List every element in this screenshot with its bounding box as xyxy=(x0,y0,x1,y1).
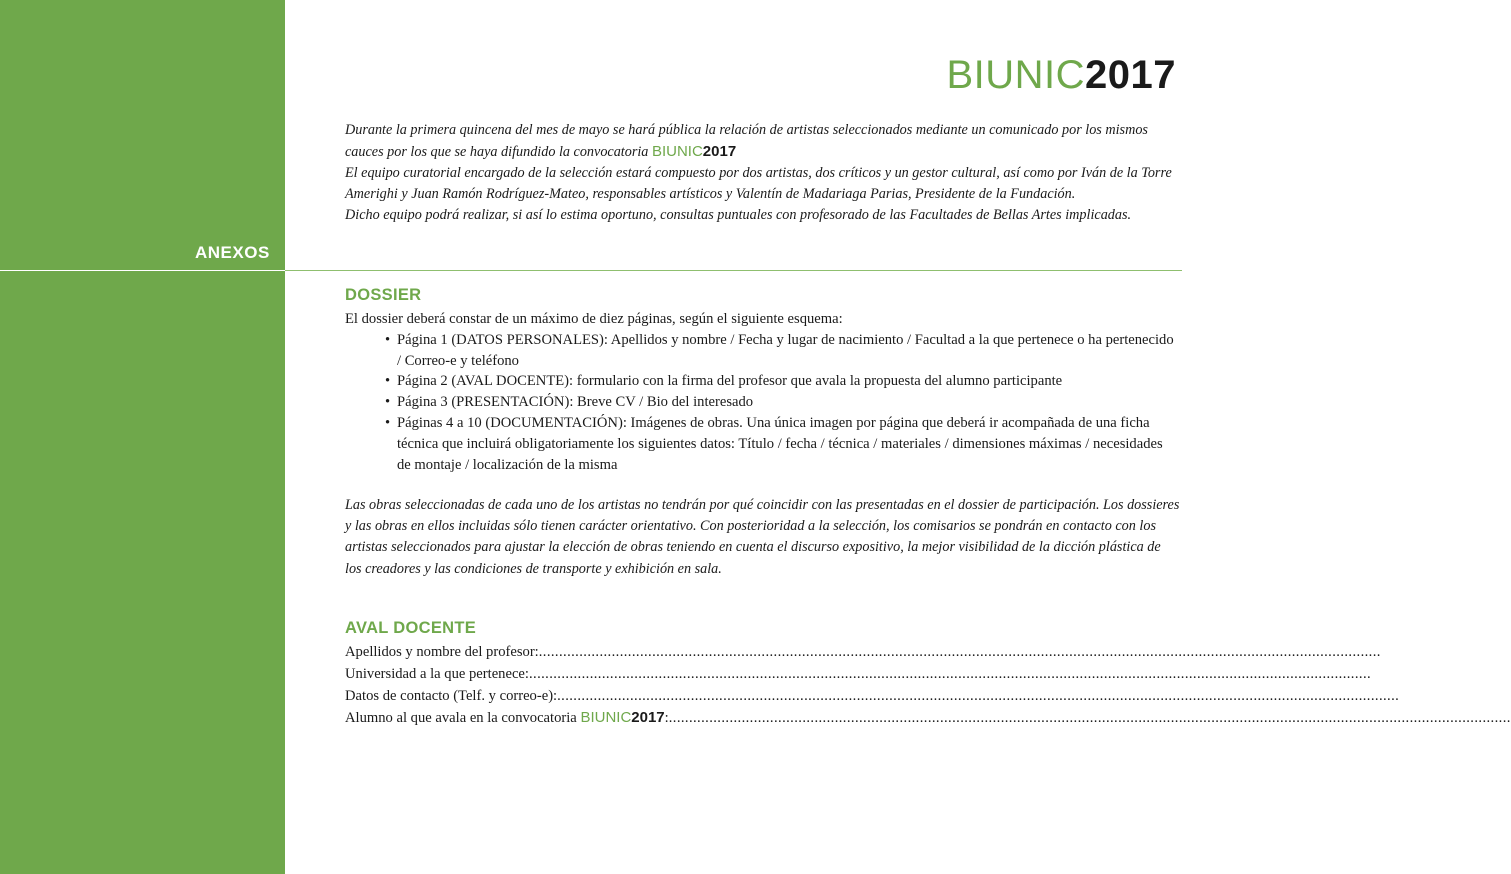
inline-brand xyxy=(580,709,664,726)
field-fill-line[interactable]: ................................................................................................................................................................................................................ xyxy=(557,688,1400,704)
dossier-body xyxy=(345,309,1180,475)
form-field-alumno[interactable] xyxy=(345,707,1511,729)
aval-heading: AVAL DOCENTE xyxy=(345,619,477,637)
intro-line-2: El equipo curatorial encargado de la selección estará compuesto por dos artistas, dos críticos y un gestor cultural, así como por Iván de la Torre Amerighi y Juan Ramón Rodríguez-Mateo, responsables artísticos y Valentín de Madariaga Parias, Presidente de la Fundación. xyxy=(345,165,1172,202)
logo-brand-year: 2017 xyxy=(1085,53,1176,97)
dossier-item: • Página 1 (DATOS PERSONALES): Apellidos y nombre / Fecha y lugar de nacimiento / Facultad a la que pertenece o ha pertenecido / Correo-e y teléfono xyxy=(385,330,1180,372)
intro-text-1: Durante la primera quincena del mes de mayo se hará pública la relación de artistas seleccionados mediante un comunicado por los mismos cauces por los que se haya difundido la convocatoria xyxy=(345,122,1148,160)
field-fill-line[interactable]: ................................................................................................................................................................................................................ xyxy=(528,666,1372,682)
form-field-universidad[interactable] xyxy=(345,663,1372,685)
dossier-item: • Página 3 (PRESENTACIÓN): Breve CV / Bio del interesado xyxy=(385,392,1180,413)
biunic-logo xyxy=(946,50,1176,100)
field-label: Datos de contacto (Telf. y correo-e): xyxy=(345,688,558,704)
intro-line-3: Dicho equipo podrá realizar, si así lo estima oportuno, consultas puntuales con profesorado de las Facultades de Bellas Artes implicadas. xyxy=(345,207,1132,223)
field-label-text: Alumno al que avala en la convocatoria xyxy=(345,710,581,726)
sidebar xyxy=(0,0,285,874)
dossier-list xyxy=(345,330,1180,476)
field-fill-line[interactable]: ................................................................................................................................................................................................................ xyxy=(668,710,1511,726)
field-label xyxy=(345,707,669,729)
inline-brand-green: BIUNIC xyxy=(651,143,703,160)
form-field-profesor[interactable] xyxy=(345,641,1381,663)
field-label: Universidad a la que pertenece: xyxy=(345,666,529,682)
dossier-note: Las obras seleccionadas de cada uno de los artistas no tendrán por qué coincidir con las presentadas en el dossier de participación. Los dossieres y las obras en ellos incluidas sólo tienen carácter orientativo. Con posterioridad a la selección, los comisarios se pondrán en contacto con los artistas seleccionados para ajustar la elección de obras teniendo en cuenta el discurso expositivo, la mejor visibilidad de la dicción plástica de los creadores y las condiciones de transporte y exhibición en sala. xyxy=(345,497,1180,577)
field-fill-line[interactable]: ................................................................................................................................................................................................................ xyxy=(538,644,1381,660)
inline-brand-year: 2017 xyxy=(702,143,737,160)
dossier-item: • Página 2 (AVAL DOCENTE): formulario con la firma del profesor que avala la propuesta del alumno participante xyxy=(385,371,1180,392)
dossier-lead: El dossier deberá constar de un máximo de diez páginas, según el siguiente esquema: xyxy=(345,311,843,327)
section-divider xyxy=(285,270,1182,271)
inline-brand-year: 2017 xyxy=(631,709,665,726)
dossier-item: • Páginas 4 a 10 (DOCUMENTACIÓN): Imágenes de obras. Una única imagen por página que deberá ir acompañada de una ficha técnica que incluirá obligatoriamente los siguientes datos: Título / fecha / técnica / materiales / dimensiones máximas / necesidades de montaje / localización de la misma xyxy=(385,413,1180,475)
logo-brand-green: BIUNIC xyxy=(946,53,1086,97)
inline-brand-green: BIUNIC xyxy=(580,709,632,726)
sidebar-divider xyxy=(0,270,285,271)
field-label-colon: : xyxy=(664,710,669,726)
form-field-contacto[interactable] xyxy=(345,685,1400,707)
dossier-heading: DOSSIER xyxy=(345,286,422,304)
field-label: Apellidos y nombre del profesor: xyxy=(345,644,539,660)
intro-line-1 xyxy=(345,120,1175,163)
intro-paragraph xyxy=(345,120,1175,226)
inline-brand xyxy=(652,143,736,160)
section-label: ANEXOS xyxy=(195,243,270,262)
aval-form xyxy=(345,641,1511,729)
